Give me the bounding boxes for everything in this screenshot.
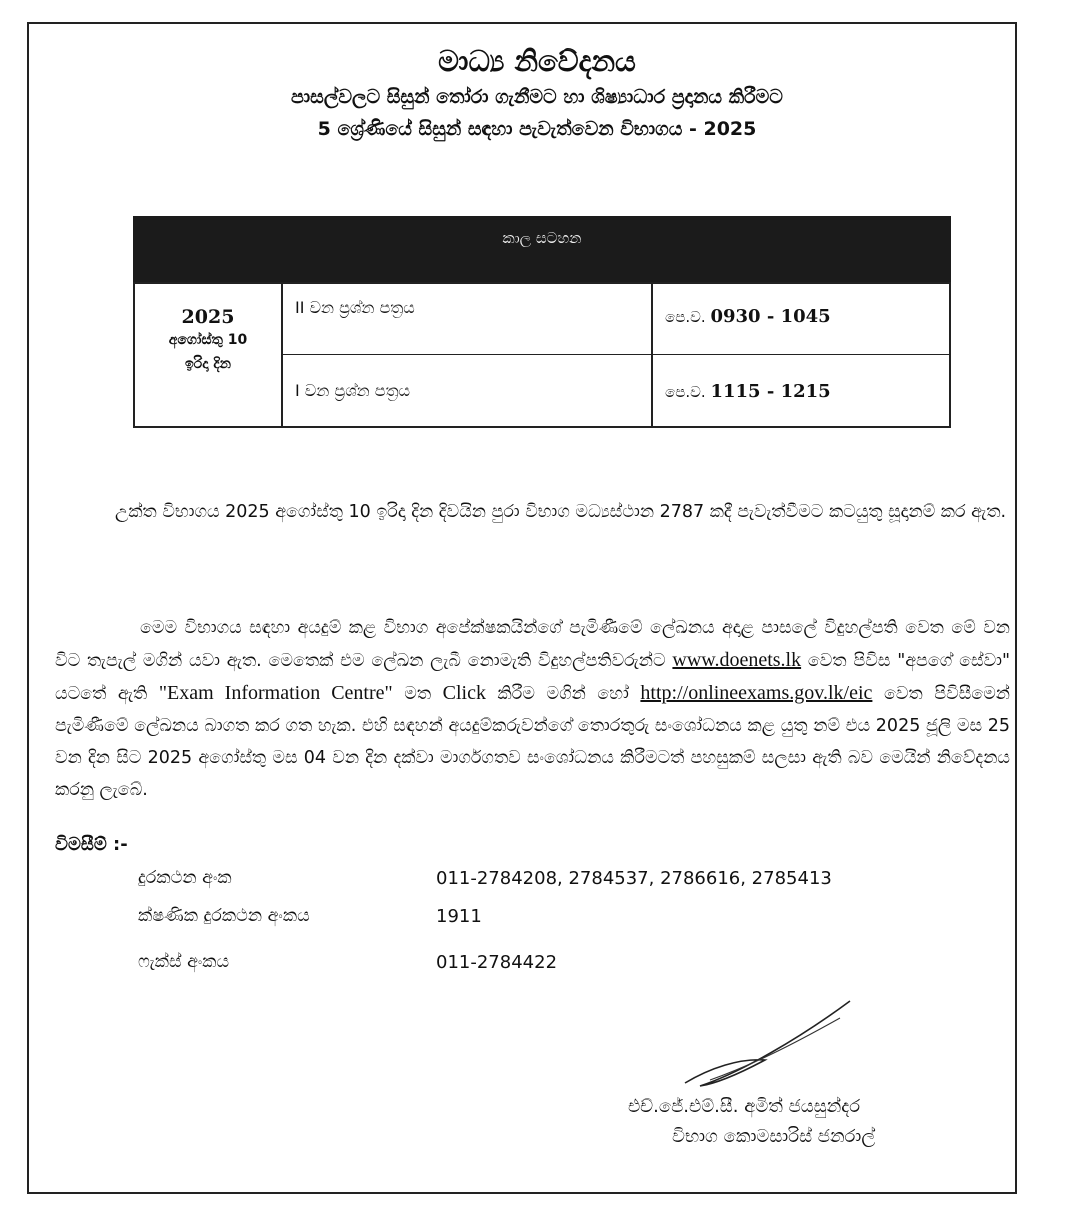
contact-row-hotline (138, 906, 998, 940)
time-prefix: පෙ.ව. (665, 308, 706, 326)
document-border (27, 22, 1017, 1194)
time-range: 0930 - 1045 (710, 306, 831, 327)
handwritten-signature (680, 998, 860, 1098)
click-word: Click (442, 681, 486, 704)
schedule-paper-1: I වන ප්‍රශ්න පත්‍රය (283, 355, 653, 426)
body-paragraph-2 (55, 612, 1010, 806)
paragraph-text: වෙත පිවිසීමෙන් පැමිණීමේ ලේඛනය බාගත කර ගත හැක. එහි සඳහන් අයදුම්කරුවන්ගේ තොරතුරු සංශෝධනය කළ යුතු නම් එය 2025 ජූලි මස 25 වන දින සිට 2025 අගෝස්තු මස 04 වන දින දක්වා මාර්ගගතව සංශෝධනය කිරීමටත් පහසුකම් සලසා ඇති බව මෙයින් නිවේදනය කරනු ලැබේ. (55, 683, 1010, 800)
schedule-date-weekday: ඉරිදා දින (185, 356, 231, 372)
paragraph-text: කිරීම මගින් හෝ (485, 683, 641, 704)
schedule-table (133, 216, 951, 430)
paragraph-text: වෙත පිවිස "අපගේ සේවා" යටතේ ඇති (55, 650, 1010, 704)
exam-info-centre-text: "Exam Information Centre" (158, 681, 393, 704)
contact-label: ෆැක්ස් අංකය (138, 952, 230, 972)
contact-row-fax (138, 952, 998, 986)
time-prefix: පෙ.ව. (665, 383, 706, 401)
contact-value: 011-2784422 (436, 952, 558, 973)
schedule-time-2 (653, 355, 949, 426)
schedule-date-day: අගෝස්තු 10 (168, 332, 248, 348)
signatory-name: එච්.ජේ.එම්.සී. අමිත් ජයසුන්දර (628, 1096, 861, 1117)
schedule-heading: කාල සටහන (133, 216, 951, 282)
schedule-paper-2: II වන ප්‍රශ්න පත්‍රය (283, 284, 653, 355)
paragraph-text: මත (392, 683, 443, 704)
time-range: 1115 - 1215 (710, 381, 831, 402)
page-subtitle: පාසල්වලට සිසුන් තෝරා ගැනීමට හා ශිෂ්‍යාධාර ප්‍රදානය කිරීමට (291, 86, 783, 108)
contact-value: 1911 (436, 906, 482, 927)
page-title: මාධ්‍ය නිවේදනය (438, 44, 636, 78)
contact-value: 011-2784208, 2784537, 2786616, 2785413 (436, 868, 832, 889)
contact-row-phone (138, 868, 998, 902)
contact-heading: විමසීම් :- (55, 834, 128, 855)
body-paragraph-1: උක්ත විභාගය 2025 අගෝස්තු 10 ඉරිදා දින දිවයින පුරා විභාග මධ්‍යස්ථාන 2787 කදී පැවැත්වීමට කටයුතු සූදානම් කර ඇත. (115, 501, 1007, 522)
schedule-grid (133, 282, 951, 428)
schedule-date-year: 2025 (181, 306, 235, 328)
signatory-title: විභාග කොමසාරිස් ජනරාල් (672, 1126, 876, 1147)
schedule-date-cell (135, 284, 283, 426)
contact-label: දුරකථන අංක (138, 868, 232, 888)
schedule-time-1 (653, 284, 949, 355)
doenets-link[interactable]: www.doenets.lk (672, 648, 802, 671)
exam-title: 5 ශ්‍රේණියේ සිසුන් සඳහා පැවැත්වෙන විභාගය - 2025 (317, 118, 757, 140)
contact-label: ක්ෂණික දුරකථන අංකය (138, 906, 310, 926)
paragraph-text: මෙම විභාගය සඳහා අයදුම් කළ විභාග අපේක්ෂකයින්ගේ පැමිණීමේ ලේඛනය අදාළ පාසලේ විදුහල්පති වෙත මේ වන විට තැපැල් මගින් යවා ඇත. මෙතෙක් එම ලේඛන ලැබී නොමැති විදුහල්පතිවරුන්ට (55, 617, 1010, 671)
onlineexams-link[interactable]: http://onlineexams.gov.lk/eic (640, 681, 873, 704)
